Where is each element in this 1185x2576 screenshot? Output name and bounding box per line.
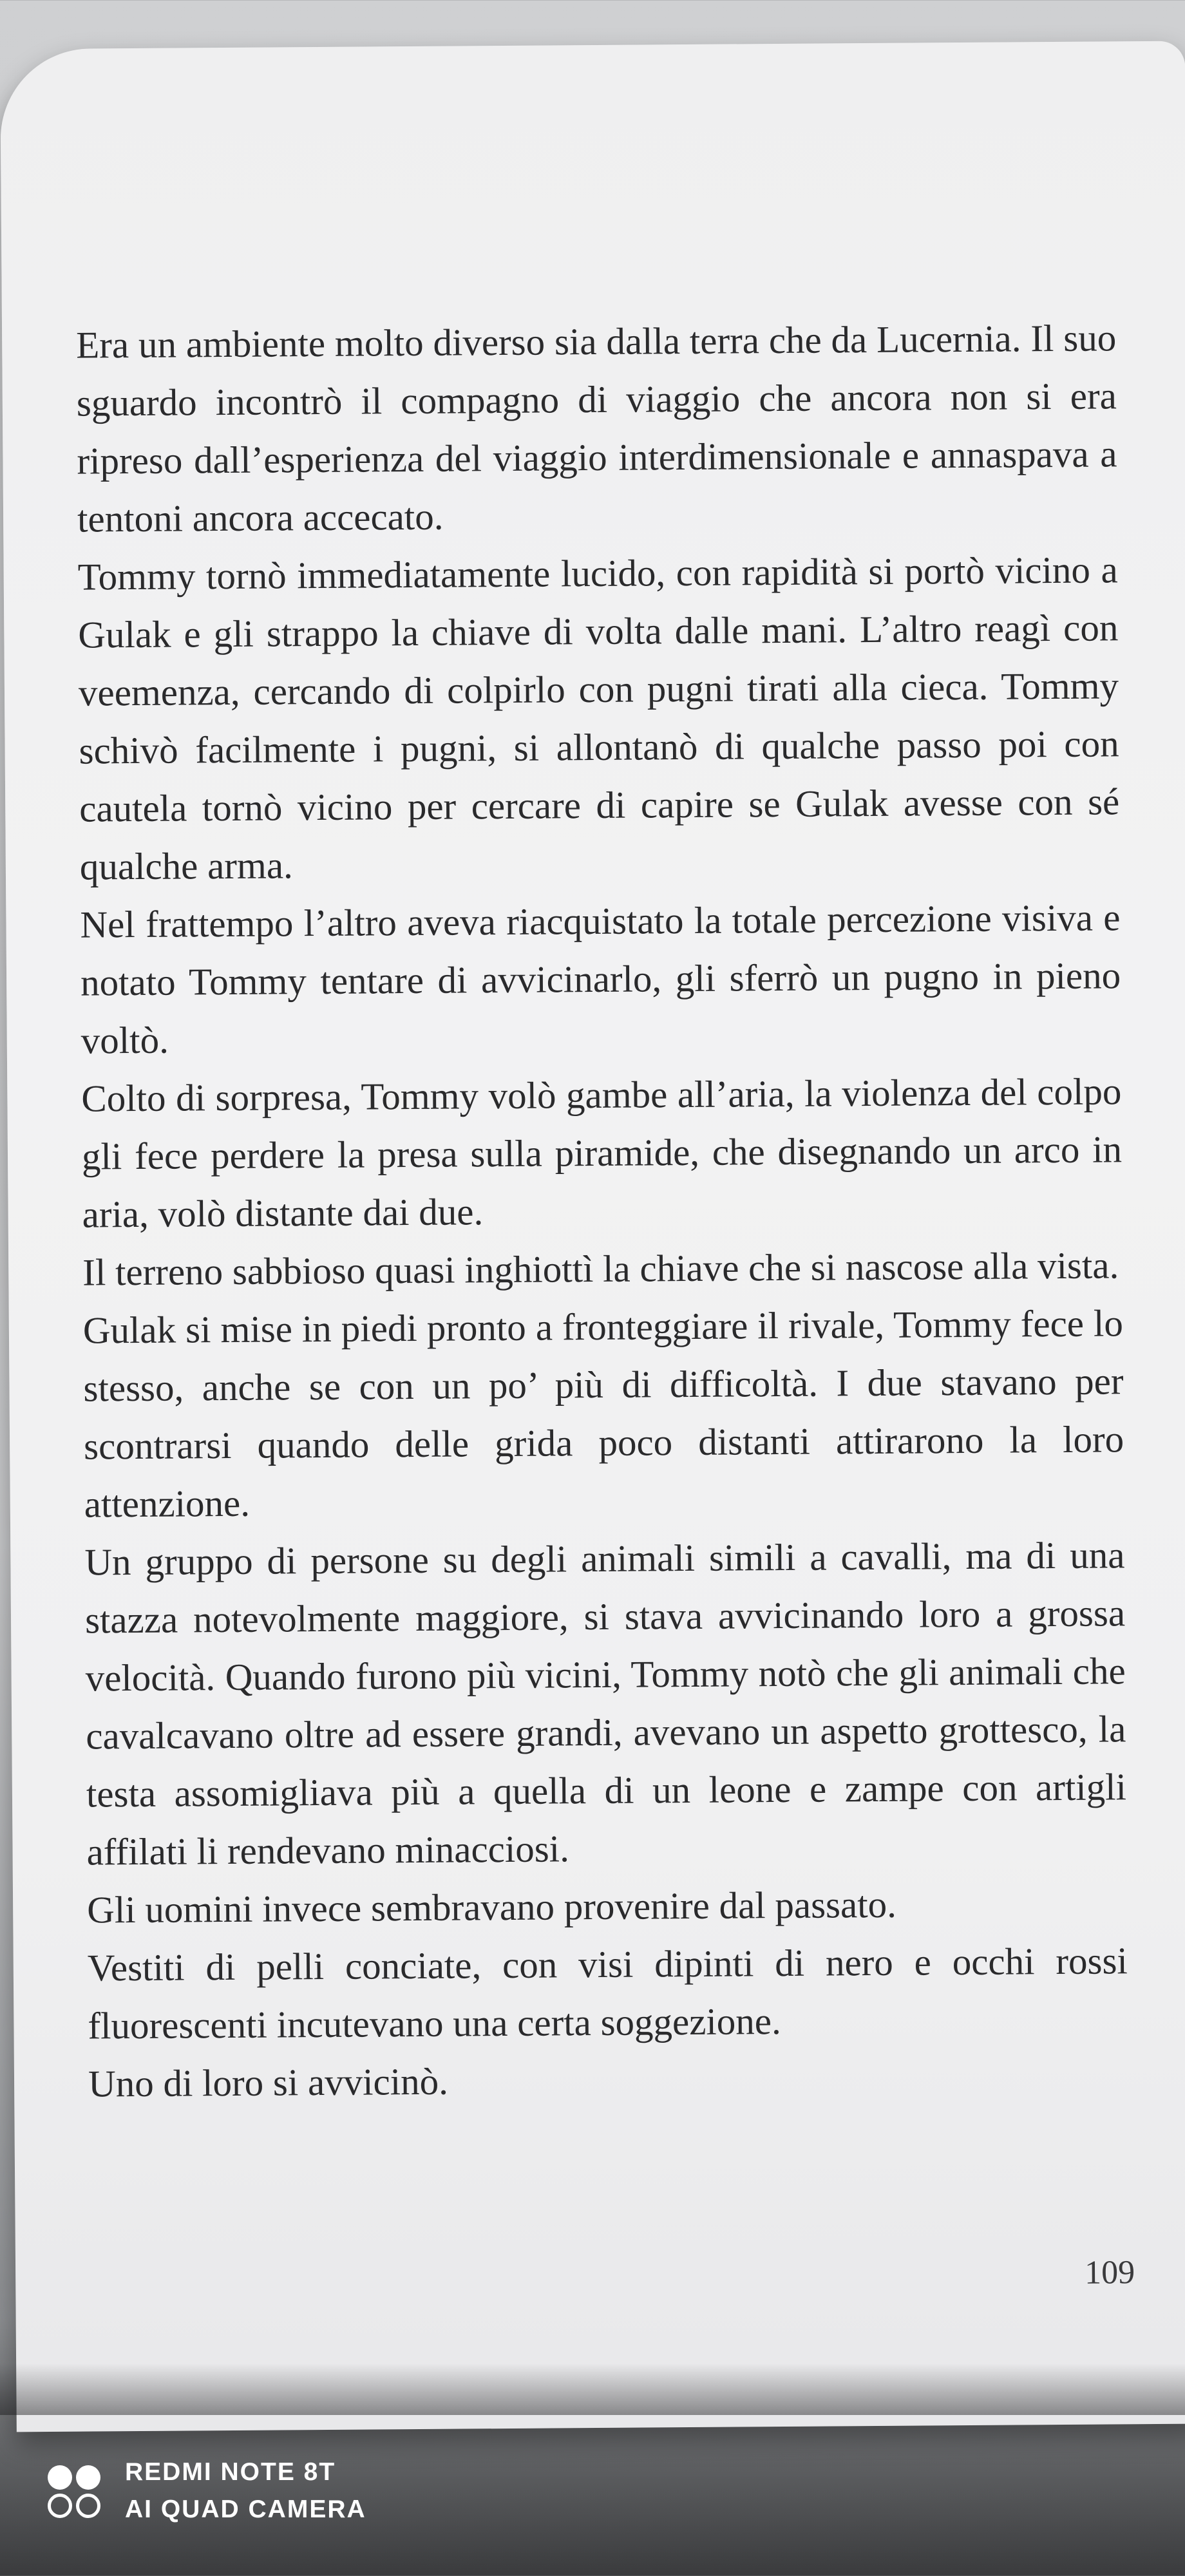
paragraph-3: Nel frattempo l’altro aveva riacquistato la totale percezione visiva e notato Tommy tentare di avvicinarlo, gli sferrò un pugno in pieno voltò. (80, 896, 1121, 1062)
paragraph-7: Un gruppo di persone su degli animali simili a cavalli, ma di una stazza notevolmente maggiore, si stava avvicinando loro a grossa velocità. Quando furono più vicini, Tommy notò che gli animali che cavalcavano oltre ad essere grandi, avevano un aspetto grottesco, la testa assomigliava più a quella di un leone e zampe con artigli affilati li rendevano minacciosi. (84, 1533, 1127, 1873)
paragraph-9: Vestiti di pelli conciate, con visi dipinti di nero e occhi rossi fluorescenti incutevano una certa soggezione. (87, 1939, 1128, 2047)
paragraph-8: Gli uomini invece sembravano provenire dal passato. (86, 1882, 897, 1931)
page-shadow (0, 2363, 1185, 2415)
quad-camera-logo-icon (45, 2460, 103, 2522)
page-text (76, 308, 1128, 2112)
paragraph-4: Colto di sorpresa, Tommy volò gambe all’aria, la violenza del colpo gli fece perdere la presa sulla piramide, che disegnando un arco in aria, volò distante dai due. (81, 1070, 1123, 1236)
book-page (0, 41, 1185, 2432)
camera-watermark (45, 2454, 366, 2528)
watermark-line-2: AI QUAD CAMERA (125, 2496, 366, 2523)
paragraph-6: Gulak si mise in piedi pronto a fronteggiare il rivale, Tommy fece lo stesso, anche se con un po’ più di difficoltà. I due stavano per scontrarsi quando delle grida poco distanti attirarono la loro attenzione. (82, 1302, 1124, 1526)
paragraph-1: Era un ambiente molto diverso sia dalla terra che da Lucernia. Il suo sguardo incontrò il compagno di viaggio che ancora non si era ripreso dall’esperienza del viaggio interdimensionale e annaspava a tentoni ancora accecato. (76, 316, 1117, 540)
paragraph-5: Il terreno sabbioso quasi inghiottì la chiave che si nascose alla vista. (82, 1244, 1119, 1294)
page-number: 109 (1084, 2254, 1135, 2291)
paragraph-2: Tommy tornò immediatamente lucido, con rapidità si portò vicino a Gulak e gli strappo la chiave di volta dalle mani. L’altro reagì con veemenza, cercando di colpirlo con pugni tirati alla cieca. Tommy schivò facilmente i pugni, si allontanò di qualche passo poi con cautela tornò vicino per cercare di capire se Gulak avesse con sé qualche arma. (77, 548, 1120, 888)
watermark-line-1: REDMI NOTE 8T (125, 2458, 336, 2486)
watermark-text (125, 2454, 366, 2528)
paragraph-10: Uno di loro si avvicinò. (88, 2060, 449, 2105)
